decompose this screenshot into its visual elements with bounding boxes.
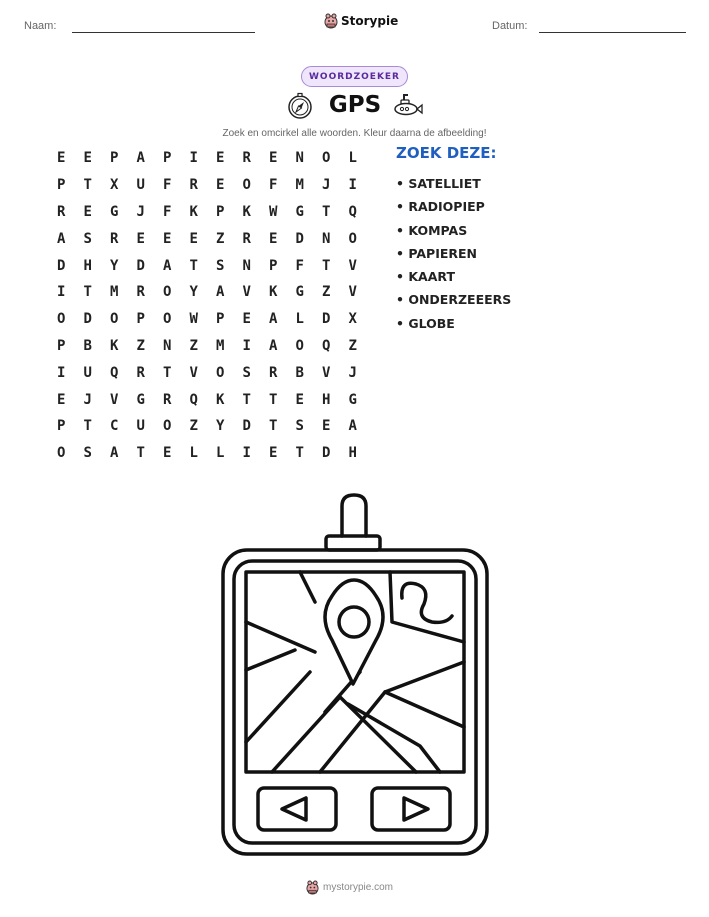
grid-cell: T xyxy=(322,257,331,274)
submarine-icon xyxy=(392,92,424,120)
grid-cell: O xyxy=(348,230,357,247)
grid-cell: I xyxy=(242,337,251,354)
grid-cell: F xyxy=(295,257,304,274)
grid-cell: O xyxy=(57,445,66,462)
grid-cell: Y xyxy=(216,418,225,435)
grid-cell: R xyxy=(189,177,198,194)
grid-cell: P xyxy=(57,337,66,354)
grid-cell: E xyxy=(216,150,225,167)
grid-cell: N xyxy=(242,257,251,274)
grid-cell: Z xyxy=(189,418,198,435)
grid-cell: B xyxy=(83,337,92,354)
footer-site-link[interactable]: mystorypie.com xyxy=(323,882,394,893)
grid-cell: P xyxy=(136,311,145,328)
grid-cell: O xyxy=(163,311,172,328)
grid-cell: G xyxy=(348,391,357,408)
grid-cell: O xyxy=(216,364,225,381)
grid-cell: V xyxy=(242,284,251,301)
grid-cell: E xyxy=(295,391,304,408)
grid-cell: E xyxy=(83,150,92,167)
grid-cell: C xyxy=(110,418,119,435)
grid-cell: Q xyxy=(189,391,198,408)
grid-cell: A xyxy=(216,284,225,301)
grid-cell: L xyxy=(189,445,198,462)
grid-cell: E xyxy=(322,418,331,435)
grid-cell: P xyxy=(110,150,119,167)
word-item: • GLOBE xyxy=(396,315,455,331)
storypie-mascot-icon xyxy=(306,880,319,895)
grid-cell: S xyxy=(216,257,225,274)
word-item: • KAART xyxy=(396,269,455,285)
grid-cell: S xyxy=(83,230,92,247)
grid-cell: K xyxy=(189,203,198,220)
word-list-heading: ZOEK DEZE: xyxy=(396,144,497,162)
grid-cell: J xyxy=(348,364,357,381)
grid-cell: X xyxy=(348,311,357,328)
grid-cell: J xyxy=(136,203,145,220)
instructions: Zoek en omcirkel alle woorden. Kleur daarna de afbeelding! xyxy=(222,128,487,139)
grid-cell: D xyxy=(57,257,66,274)
grid-cell: W xyxy=(269,203,278,220)
grid-cell: E xyxy=(216,177,225,194)
grid-cell: I xyxy=(57,364,66,381)
grid-cell: E xyxy=(269,150,278,167)
grid-cell: N xyxy=(163,337,172,354)
grid-cell: E xyxy=(269,230,278,247)
grid-cell: P xyxy=(216,311,225,328)
grid-cell: K xyxy=(216,391,225,408)
grid-cell: T xyxy=(269,418,278,435)
grid-cell: A xyxy=(163,257,172,274)
grid-cell: A xyxy=(269,337,278,354)
grid-cell: R xyxy=(163,391,172,408)
name-label: Naam: xyxy=(24,20,57,32)
grid-cell: J xyxy=(322,177,331,194)
grid-cell: O xyxy=(322,150,331,167)
word-item: • ONDERZEEERS xyxy=(396,292,512,308)
grid-cell: A xyxy=(57,230,66,247)
grid-cell: E xyxy=(242,311,251,328)
grid-row xyxy=(48,306,366,333)
grid-cell: G xyxy=(136,391,145,408)
grid-cell: D xyxy=(83,311,92,328)
grid-cell: H xyxy=(322,391,331,408)
date-label: Datum: xyxy=(492,20,528,32)
grid-cell: V xyxy=(348,284,357,301)
grid-cell: T xyxy=(83,177,92,194)
grid-cell: T xyxy=(269,391,278,408)
grid-cell: D xyxy=(322,445,331,462)
grid-cell: R xyxy=(242,150,251,167)
grid-cell: T xyxy=(242,391,251,408)
grid-cell: X xyxy=(110,177,119,194)
grid-cell: H xyxy=(348,445,357,462)
grid-cell: Q xyxy=(348,203,357,220)
grid-cell: R xyxy=(136,364,145,381)
grid-cell: Q xyxy=(110,364,119,381)
grid-cell: O xyxy=(163,284,172,301)
grid-cell: Z xyxy=(136,337,145,354)
worksheet-type-badge: WOORDZOEKER xyxy=(301,66,408,87)
grid-cell: U xyxy=(83,364,92,381)
grid-cell: V xyxy=(348,257,357,274)
grid-cell: P xyxy=(216,203,225,220)
grid-row xyxy=(48,172,366,199)
grid-cell: O xyxy=(57,311,66,328)
grid-row xyxy=(48,413,366,440)
grid-cell: E xyxy=(57,391,66,408)
grid-cell: T xyxy=(83,418,92,435)
grid-row xyxy=(48,252,366,279)
grid-cell: K xyxy=(242,203,251,220)
grid-cell: O xyxy=(110,311,119,328)
compass-icon xyxy=(286,92,314,120)
grid-cell: Y xyxy=(110,257,119,274)
grid-cell: G xyxy=(295,203,304,220)
date-line xyxy=(539,32,686,33)
grid-row xyxy=(48,279,366,306)
word-list xyxy=(396,144,511,335)
grid-cell: Z xyxy=(322,284,331,301)
grid-cell: Y xyxy=(189,284,198,301)
grid-cell: E xyxy=(163,445,172,462)
grid-cell: M xyxy=(295,177,304,194)
grid-cell: D xyxy=(136,257,145,274)
grid-cell: M xyxy=(110,284,119,301)
grid-cell: P xyxy=(57,177,66,194)
grid-cell: S xyxy=(295,418,304,435)
grid-cell: U xyxy=(136,418,145,435)
gps-device-icon xyxy=(220,492,490,858)
grid-cell: A xyxy=(136,150,145,167)
grid-cell: I xyxy=(242,445,251,462)
grid-cell: B xyxy=(295,364,304,381)
grid-cell: E xyxy=(163,230,172,247)
grid-cell: I xyxy=(57,284,66,301)
grid-cell: Z xyxy=(189,337,198,354)
grid-cell: V xyxy=(189,364,198,381)
grid-cell: V xyxy=(110,391,119,408)
grid-cell: S xyxy=(242,364,251,381)
grid-cell: T xyxy=(189,257,198,274)
grid-cell: J xyxy=(83,391,92,408)
grid-cell: M xyxy=(216,337,225,354)
grid-cell: R xyxy=(110,230,119,247)
footer xyxy=(306,880,393,895)
grid-cell: N xyxy=(322,230,331,247)
grid-cell: P xyxy=(269,257,278,274)
grid-cell: Z xyxy=(348,337,357,354)
word-item: • RADIOPIEP xyxy=(396,199,485,215)
grid-cell: H xyxy=(83,257,92,274)
grid-cell: A xyxy=(348,418,357,435)
grid-cell: T xyxy=(163,364,172,381)
storypie-mascot-icon xyxy=(324,13,338,29)
name-line xyxy=(72,32,255,33)
grid-cell: E xyxy=(269,445,278,462)
grid-cell: Q xyxy=(322,337,331,354)
grid-cell: I xyxy=(348,177,357,194)
grid-row xyxy=(48,225,366,252)
grid-cell: E xyxy=(83,203,92,220)
grid-cell: E xyxy=(57,150,66,167)
grid-cell: O xyxy=(295,337,304,354)
grid-cell: T xyxy=(322,203,331,220)
grid-cell: N xyxy=(295,150,304,167)
grid-cell: F xyxy=(269,177,278,194)
grid-cell: L xyxy=(348,150,357,167)
grid-cell: D xyxy=(295,230,304,247)
grid-cell: P xyxy=(57,418,66,435)
grid-cell: S xyxy=(83,445,92,462)
grid-cell: K xyxy=(110,337,119,354)
word-search-grid xyxy=(48,145,366,467)
grid-row xyxy=(48,333,366,360)
grid-cell: R xyxy=(136,284,145,301)
grid-cell: P xyxy=(163,150,172,167)
grid-row xyxy=(48,359,366,386)
grid-cell: D xyxy=(242,418,251,435)
grid-cell: R xyxy=(242,230,251,247)
grid-cell: E xyxy=(189,230,198,247)
grid-row xyxy=(48,199,366,226)
grid-cell: L xyxy=(216,445,225,462)
grid-cell: R xyxy=(57,203,66,220)
grid-cell: K xyxy=(269,284,278,301)
grid-cell: E xyxy=(136,230,145,247)
grid-cell: W xyxy=(189,311,198,328)
grid-cell: L xyxy=(295,311,304,328)
word-item: • SATELLIET xyxy=(396,176,481,191)
word-item: • KOMPAS xyxy=(396,222,468,238)
grid-cell: Z xyxy=(216,230,225,247)
grid-cell: A xyxy=(269,311,278,328)
brand-logo xyxy=(324,13,398,29)
grid-cell: T xyxy=(295,445,304,462)
grid-cell: V xyxy=(322,364,331,381)
grid-cell: R xyxy=(269,364,278,381)
grid-row xyxy=(48,145,366,172)
grid-cell: I xyxy=(189,150,198,167)
grid-cell: O xyxy=(242,177,251,194)
grid-cell: G xyxy=(295,284,304,301)
grid-row xyxy=(48,386,366,413)
grid-cell: G xyxy=(110,203,119,220)
grid-cell: A xyxy=(110,445,119,462)
grid-cell: F xyxy=(163,203,172,220)
grid-cell: T xyxy=(136,445,145,462)
brand-name: Storypie xyxy=(341,14,399,28)
grid-row xyxy=(48,440,366,467)
grid-cell: T xyxy=(83,284,92,301)
grid-cell: F xyxy=(163,177,172,194)
grid-cell: D xyxy=(322,311,331,328)
grid-cell: U xyxy=(136,177,145,194)
grid-cell: O xyxy=(163,418,172,435)
page-title: GPS xyxy=(328,92,382,118)
word-item: • PAPIEREN xyxy=(396,245,478,261)
